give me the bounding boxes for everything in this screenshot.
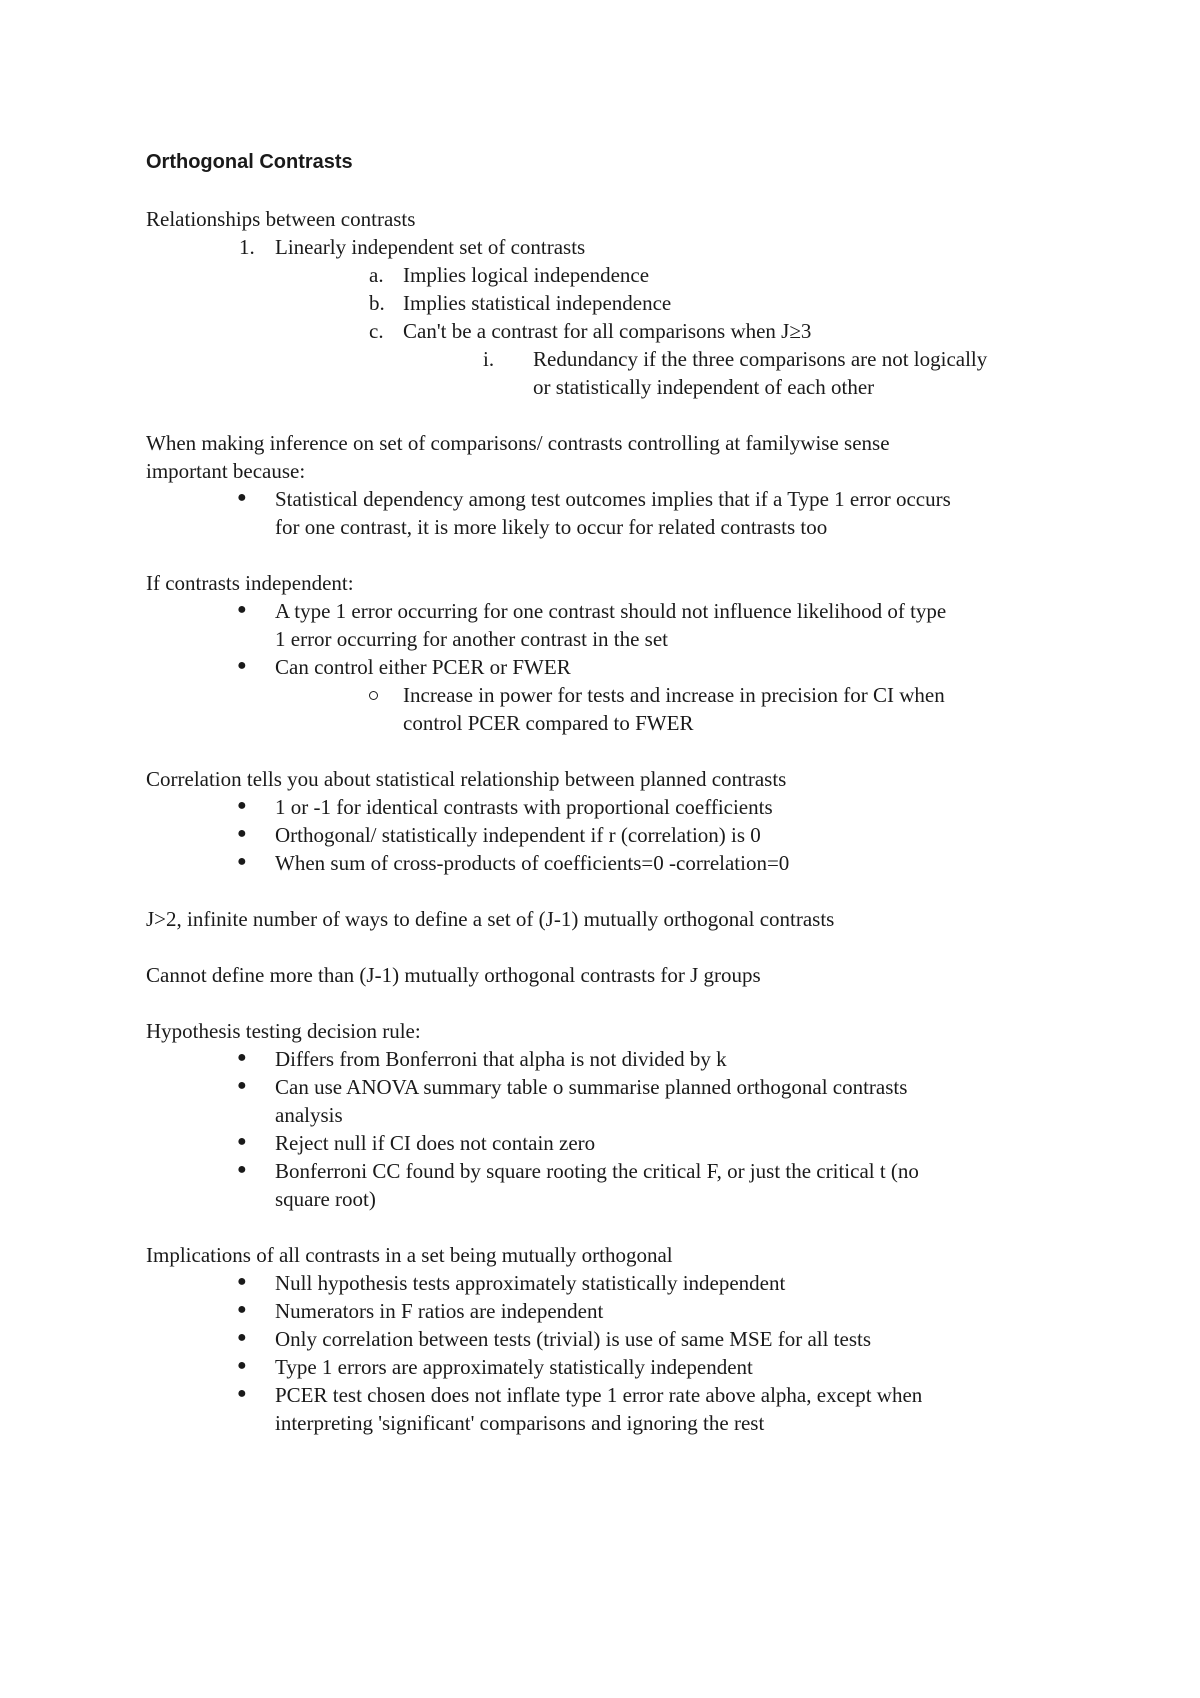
bullet-icon: ● — [237, 1273, 247, 1290]
section-heading: Relationships between contrasts — [146, 207, 416, 231]
paragraph: important because: — [146, 459, 306, 483]
paragraph: J>2, infinite number of ways to define a set of (J-1) mutually orthogonal contrasts — [146, 907, 835, 931]
bullet-item: Bonferroni CC found by square rooting the critical F, or just the critical t (no — [275, 1159, 919, 1183]
list-marker: c. — [369, 319, 384, 343]
bullet-item: Null hypothesis tests approximately statistically independent — [275, 1271, 786, 1295]
bullet-item-continuation: 1 error occurring for another contrast in the set — [275, 627, 669, 651]
list-marker: 1. — [239, 235, 255, 259]
list-item-continuation: or statistically independent of each other — [533, 375, 875, 399]
bullet-item-continuation: for one contrast, it is more likely to occur for related contrasts too — [275, 515, 828, 539]
bullet-item: 1 or -1 for identical contrasts with proportional coefficients — [275, 795, 773, 819]
bullet-icon: ● — [237, 1329, 247, 1346]
list-item: Implies logical independence — [403, 263, 650, 287]
bullet-item-continuation: square root) — [275, 1187, 376, 1211]
paragraph: When making inference on set of comparisons/ contrasts controlling at familywise sense — [146, 431, 890, 455]
sub-bullet-item: Increase in power for tests and increase in precision for CI when — [403, 683, 945, 707]
bullet-item-continuation: interpreting 'significant' comparisons and ignoring the rest — [275, 1411, 765, 1435]
section-heading: Correlation tells you about statistical relationship between planned contrasts — [146, 767, 787, 791]
bullet-item: When sum of cross-products of coefficients=0 -correlation=0 — [275, 851, 790, 875]
bullet-item: Orthogonal/ statistically independent if r (correlation) is 0 — [275, 823, 761, 847]
sub-bullet-item-continuation: control PCER compared to FWER — [403, 711, 694, 735]
bullet-item: Type 1 errors are approximately statistically independent — [275, 1355, 753, 1379]
bullet-icon: ● — [237, 853, 247, 870]
bullet-icon: ● — [237, 797, 247, 814]
section-heading: If contrasts independent: — [146, 571, 354, 595]
circle-bullet-icon — [369, 691, 378, 700]
bullet-icon: ● — [237, 1385, 247, 1402]
bullet-item: Differs from Bonferroni that alpha is not divided by k — [275, 1047, 727, 1071]
bullet-icon: ● — [237, 1301, 247, 1318]
list-item: Implies statistical independence — [403, 291, 672, 315]
list-marker: b. — [369, 291, 385, 315]
bullet-icon: ● — [237, 1077, 247, 1094]
bullet-icon: ● — [237, 1357, 247, 1374]
section-heading: Hypothesis testing decision rule: — [146, 1019, 421, 1043]
bullet-item: Can control either PCER or FWER — [275, 655, 571, 679]
bullet-item: Statistical dependency among test outcomes implies that if a Type 1 error occurs — [275, 487, 951, 511]
list-item: Can't be a contrast for all comparisons when J≥3 — [403, 319, 812, 343]
bullet-item: Can use ANOVA summary table o summarise planned orthogonal contrasts — [275, 1075, 908, 1099]
bullet-item: PCER test chosen does not inflate type 1 error rate above alpha, except when — [275, 1383, 923, 1407]
bullet-icon: ● — [237, 601, 247, 618]
list-marker: a. — [369, 263, 384, 287]
bullet-icon: ● — [237, 1133, 247, 1150]
list-marker: i. — [483, 347, 495, 371]
list-item: Redundancy if the three comparisons are not logically — [533, 347, 988, 371]
bullet-item: Numerators in F ratios are independent — [275, 1299, 604, 1323]
paragraph: Cannot define more than (J-1) mutually orthogonal contrasts for J groups — [146, 963, 761, 987]
bullet-icon: ● — [237, 657, 247, 674]
bullet-item: Only correlation between tests (trivial) is use of same MSE for all tests — [275, 1327, 872, 1351]
bullet-item: Reject null if CI does not contain zero — [275, 1131, 596, 1155]
list-item: Linearly independent set of contrasts — [275, 235, 586, 259]
bullet-item-continuation: analysis — [275, 1103, 343, 1127]
section-heading: Implications of all contrasts in a set being mutually orthogonal — [146, 1243, 673, 1267]
bullet-icon: ● — [237, 1049, 247, 1066]
page-title: Orthogonal Contrasts — [146, 151, 353, 173]
bullet-icon: ● — [237, 489, 247, 506]
bullet-icon: ● — [237, 825, 247, 842]
bullet-icon: ● — [237, 1161, 247, 1178]
bullet-item: A type 1 error occurring for one contrast should not influence likelihood of type — [275, 599, 947, 623]
